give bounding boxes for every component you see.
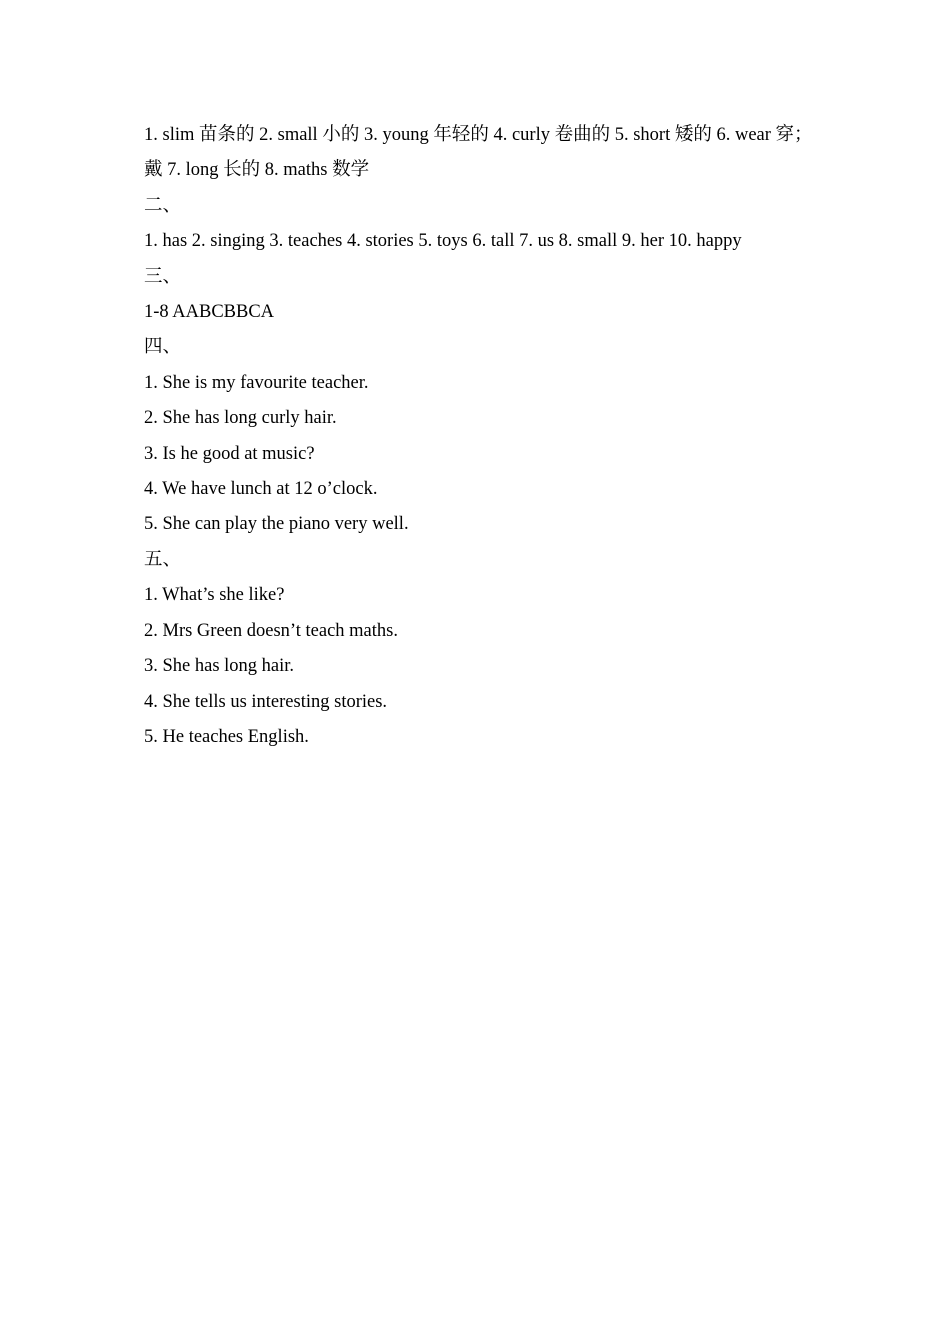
section-3-answers: 1-8 AABCBBCA xyxy=(144,302,275,323)
answer-key xyxy=(144,118,814,755)
section-1-answers: 1. slim 苗条的 2. small 小的 3. young 年轻的 4. curly 卷曲的 5. short 矮的 6. wear 穿；戴 7. long 长的 8. maths 数学 xyxy=(144,125,813,181)
section-4-item: 1. She is my favourite teacher. xyxy=(144,372,369,393)
section-4-item: 4. We have lunch at 12 o’clock. xyxy=(144,479,378,500)
section-5-item: 3. She has long hair. xyxy=(144,656,295,677)
section-3-heading: 三、 xyxy=(144,266,182,287)
section-5-item: 1. What’s she like? xyxy=(144,585,285,606)
section-2-answers: 1. has 2. singing 3. teaches 4. stories 5. toys 6. tall 7. us 8. small 9. her 10. happy xyxy=(144,231,742,252)
section-5-heading: 五、 xyxy=(144,549,182,570)
section-4-item: 5. She can play the piano very well. xyxy=(144,514,409,535)
section-4-heading: 四、 xyxy=(144,337,182,358)
section-5-item: 4. She tells us interesting stories. xyxy=(144,691,388,712)
section-5-item: 2. Mrs Green doesn’t teach maths. xyxy=(144,620,398,641)
section-5-item: 5. He teaches English. xyxy=(144,726,309,747)
section-2-heading: 二、 xyxy=(144,195,182,216)
section-4-item: 2. She has long curly hair. xyxy=(144,408,337,429)
section-4-item: 3. Is he good at music? xyxy=(144,443,315,464)
